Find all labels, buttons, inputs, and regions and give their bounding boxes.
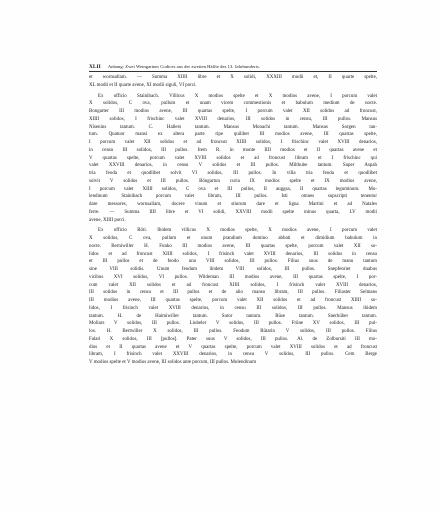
text-line: ferre. — Summa IIII libre et VI solidi, XXVIII modii spelte minus quarta, LV modii [89, 209, 377, 215]
text-line: in censu III solidos, III pullos. Item R. in monte IIII modios et II quartas avene et [89, 147, 377, 153]
text-line: sine VIII solidis. Unum feodum ibidem VIII solidos, III pullos. Snepfenriet duabus [89, 267, 377, 272]
page-number: XLII [89, 64, 101, 70]
main-text [89, 74, 377, 367]
text-line: et III pullos et de feodo uno VIII solidos, III pullos. Filius suus de manu tantum [89, 259, 377, 265]
text-line: V quartas spelte, porcum valet XVIII solidos et ad froncust libram et I frischinc qui [89, 155, 377, 161]
text-line: tantum. H. de Haimiwiller tantum. Sutor tantum. Rūse tantum. Snerhüber tantum. [89, 313, 377, 319]
text-line: los. H. Bertwiller X solidos, III pullos. Feodum Rūtarin V solidos, III pullos. Filius [89, 329, 377, 334]
text-line: I porcum valet XII solidos et ad froncust XIIII solidos, I frischinc valet XVIII denarios, [89, 140, 377, 145]
text-line: Mollars V solidos, III pullos. Liubeler V solidos, III pullos. Frūne XV solidos, III pul- [89, 321, 377, 327]
text-line: V modios spelte et V modios avene, III solidos ante porcum, III pullos. Molendinum [89, 360, 257, 365]
text-line: Ex officio Stainibach. Villicus X modios spelte et X modios avene, I porcum valet [98, 93, 377, 99]
text-line: et wornsallam. — Summa XIIII libre et X solidi, XXXIII modii et, II quarte spelte, [89, 75, 377, 80]
text-line: valet XXVIII denarios, in censu V solidos et III pullos. Milthube tantum. Super Aspah [89, 163, 377, 169]
text-line: solvit V solidos et III pullos. Bōngartun curia IX modios spelte et IX modios avene, [89, 178, 377, 184]
text-line: X solidos, C ova, pullum et unam vicem commestionis et babulum medium de nocte. [89, 101, 377, 107]
text-line: avene, XIIII porci. [89, 217, 126, 223]
text-line: X solidos, C ova, pullum et unum prandium domino abbati et dimidium babulum in [89, 236, 377, 241]
text-line: lidos, I frisinch valet XVIII denarios, in censu III solidos, III pullos. Mansus ibidem [89, 305, 377, 311]
text-line: I porcum valet XIIII solidos, C ova et III pullos, II auggsa, II quartas leguminum. Mo- [89, 186, 377, 192]
text-line: XIIII solidos, I frischinc valet XVIII denarios, III solidos in censu, III pullos. Mansus [89, 116, 377, 122]
text-line: Nisenins tantum. C. Hallers tantum. Mansus Monachi tantum. Mansus Sorgen tan- [89, 124, 377, 130]
text-line: XL modii et II quarte avene, XI modii siguli, VI porci. [89, 82, 197, 88]
text-line: lendinum Stainibach porcum valet libram, III pullos. Isti omnes supscripti tenentur [89, 194, 377, 200]
text-line: libram, I frisinch valet XXVIII denarios, in censu V solidos, III pullos. Cem Berge [89, 352, 377, 358]
text-line: III modios avene, III quartas spelte, porcum valet XII solidos et ad froncust XIIII so- [89, 298, 377, 303]
text-line: dare messores, wornsallam, docere vinum et stiurum dare et ligna Martini et ad Natales [89, 202, 377, 207]
text-line: tum. Quatuor mansi ex altera parte ripe quilibet III modios avene, III quartas spelte, [89, 132, 377, 138]
text-line: vicibus XVI solidos, VI pullos. Wildeman III modios avene, III quartas spelte, I por- [89, 274, 377, 280]
text-line: tria feoda et quodlibet solvit VI solidos, III pullos. In villa tria feoda et quodlibet [89, 171, 377, 176]
header-rule [89, 71, 377, 72]
running-header [89, 62, 377, 71]
text-line: Falari X solidos, III [pullos]. Pater suus V solidos, III pullos. Al. de Zolbursiti III mo- [89, 336, 377, 342]
text-line: dios et II quartas avene et V quartas spelte, porcum valet XVIII solidos et ad froncust [89, 344, 377, 350]
running-title: Anhang: Zwei Weingartner Codices aus der zweiten Hälfte des 13. Jahrhunderts. [107, 64, 260, 69]
text-line: lidos et ad froncust XIIII solidos, I frisinch valet XVIII denarios, III solidos in censu [89, 251, 377, 257]
text-line: nocte. Berniwiller H. Funko III modios avene, III quartas spelte, porcum valet XII so- [89, 243, 377, 249]
text-line: III solidos in censu et III pullos et de alio manso libram, III pullos. Filiaster Selmans [89, 290, 377, 296]
text-line: Ex officio Rōti. Ibidem villicus X modios spelte, X modios avene, I porcum valet [98, 228, 377, 234]
text-line: Bongarter III modios avene, III quartas spelte, I porcum valet XII solidos ad froncust, [89, 109, 377, 114]
text-line: cum valet XII solidos et ad froncust XIIII solidos, I frisinch valet XVIII denarios, [89, 282, 377, 288]
